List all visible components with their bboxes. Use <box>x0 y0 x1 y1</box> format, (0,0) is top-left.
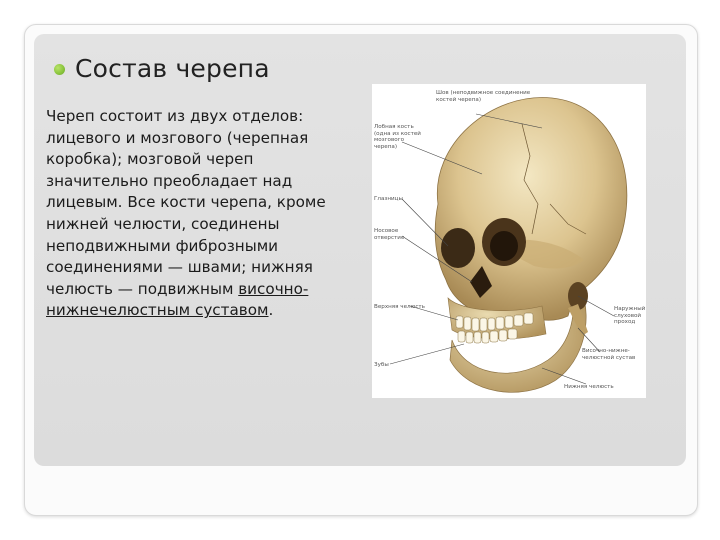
label-nasal-opening: Носовое отверстие <box>374 228 405 241</box>
label-suture: Шов (неподвижное соединение костей черепа) <box>436 90 531 103</box>
bullet-icon <box>54 64 65 75</box>
skull-figure <box>372 84 646 398</box>
label-mandible: Нижняя челюсть <box>564 384 614 390</box>
tmj-link[interactable]: височно-нижнечелюстным суставом <box>46 279 309 320</box>
label-frontal-bone: Лобная кость (одна из костей мозгового черепа) <box>374 124 421 150</box>
body-paragraph <box>46 106 350 322</box>
paragraph-text: Череп состоит из двух отделов: лицевого и мозгового (черепная коробка); мозговой череп значительно преобладает над лицевым. Все кости черепа, кроме нижней челюсти, соединены неподвижными фиброзными соединениями — швами; нижняя челюсть — подвижным <box>46 107 326 298</box>
label-tmj: Височно-нижне- челюстной сустав <box>582 348 636 361</box>
label-maxilla: Верхняя челюсть <box>374 304 425 310</box>
label-teeth: Зубы <box>374 362 389 368</box>
slide-title: Состав черепа <box>75 53 270 83</box>
paragraph-end: . <box>268 301 274 320</box>
title-row <box>54 50 270 86</box>
label-ear-canal: Наружный слуховой проход <box>614 306 646 326</box>
label-orbits: Глазницы <box>374 196 403 202</box>
